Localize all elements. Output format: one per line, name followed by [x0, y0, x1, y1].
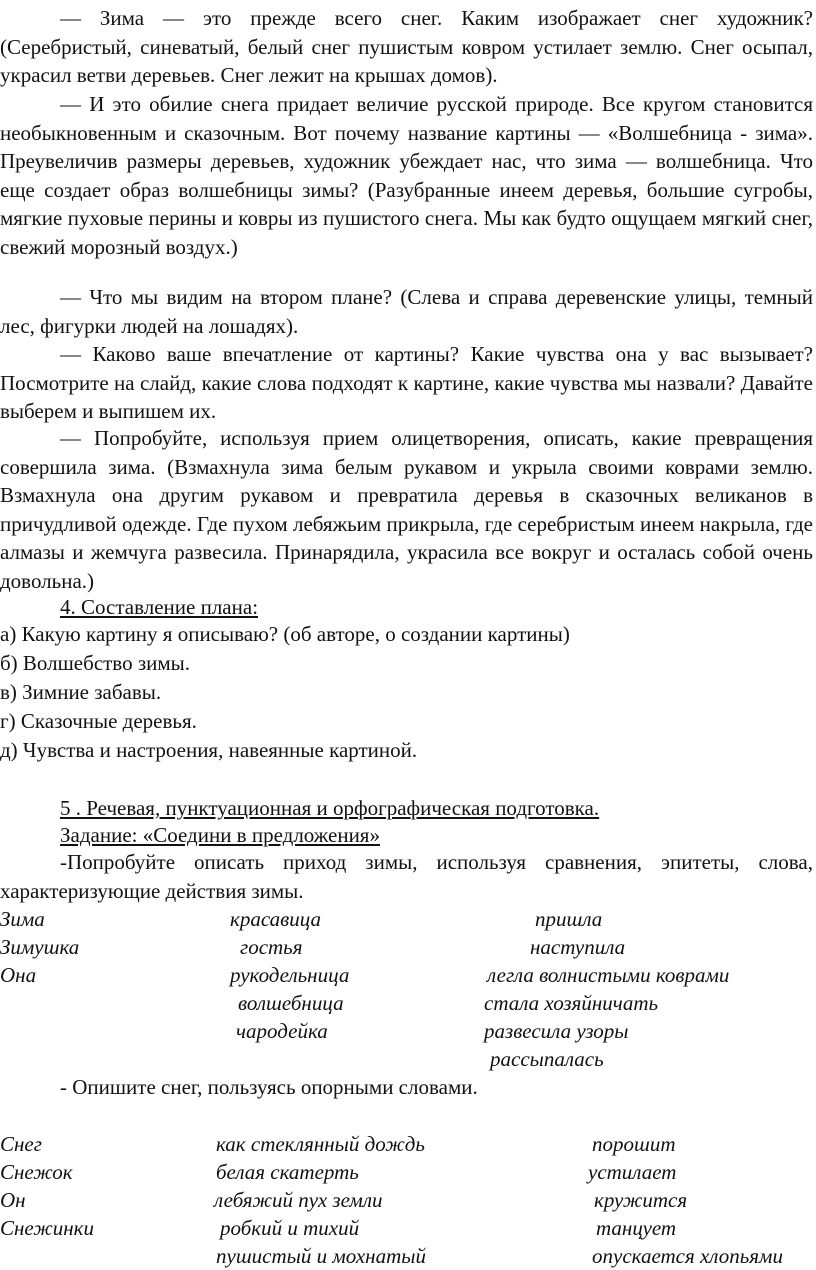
t2-phrase-5: пушистый и мохнатый [216, 1244, 426, 1268]
plan-heading: 4. Составление плана: [60, 595, 259, 619]
paragraph-5: — Попробуйте, используя прием олицетворения, описать, какие превращения совершила зима. (Взмахнула зима белым рукавом и укрыла своими коврами землю. Взмахнула она другим рукавом и превратила деревья в сказочных великанов в причудливой одежде. Где пухом лебяжьим прикрыла, где серебристым инеем накрыла, где алмазы и жемчуга развесила. Принарядила, украсила все вокруг и осталась собой очень довольна.) [0, 426, 813, 593]
t2-subject-4: Снежинки [0, 1216, 94, 1240]
paragraph-4: — Каково ваше впечатление от картины? Какие чувства она у вас вызывает? Посмотрите на слайд, какие слова подходят к картине, какие чувства мы назвали? Давайте выберем и выпишем их. [0, 342, 813, 424]
plan-item-e: д) Чувства и настроения, навеянные картиной. [0, 738, 418, 762]
plan-item-c: в) Зимние забавы. [0, 680, 162, 704]
plan-item-b: б) Волшебство зимы. [0, 651, 191, 675]
t2-subject-2: Снежок [0, 1160, 73, 1184]
section5-instruction: -Попробуйте описать приход зимы, используя сравнения, эпитеты, слова, характеризующие действия зимы. [0, 850, 813, 903]
paragraph-1: — Зима — это прежде всего снег. Каким изображает снег художник? (Серебристый, синеватый, белый снег пушистым ковром устилает землю. Снег осыпал, украсил ветви деревьев. Снег лежит на крышах домов). [0, 6, 813, 88]
t1-noun-3: рукодельница [230, 963, 350, 987]
t2-phrase-2: белая скатерть [216, 1160, 359, 1184]
plan-item-a: а) Какую картину я описываю? (об авторе, о создании картины) [0, 622, 570, 646]
t1-verb-6: рассыпалась [490, 1047, 604, 1071]
t2-verb-3: кружится [594, 1188, 688, 1212]
t1-subject-3: Она [0, 963, 37, 987]
t1-subject-1: Зима [0, 907, 45, 931]
t2-verb-4: танцует [596, 1216, 677, 1240]
t1-noun-1: красавица [230, 907, 321, 931]
t2-subject-1: Снег [0, 1132, 42, 1156]
t2-verb-5: опускается хлопьями [592, 1244, 783, 1268]
t2-verb-1: порошит [592, 1132, 676, 1156]
t1-verb-5: развесила узоры [484, 1019, 629, 1043]
plan-item-d: г) Сказочные деревья. [0, 709, 197, 733]
t1-verb-1: пришла [535, 907, 603, 931]
t2-phrase-3: лебяжий пух земли [214, 1188, 383, 1212]
paragraph-3: — Что мы видим на втором плане? (Слева и справа деревенские улицы, темный лес, фигурки людей на лошадях). [0, 285, 813, 338]
t2-subject-3: Он [0, 1188, 26, 1212]
t1-noun-5: чародейка [236, 1019, 328, 1043]
t1-noun-2: гостья [240, 935, 303, 959]
t2-phrase-1: как стеклянный дождь [216, 1132, 425, 1156]
t1-noun-4: волшебница [238, 991, 344, 1015]
t2-verb-2: устилает [588, 1160, 677, 1184]
section5-heading: 5 . Речевая, пунктуационная и орфографическая подготовка. [60, 796, 600, 820]
snow-instruction: - Опишите снег, пользуясь опорными словами. [60, 1075, 478, 1099]
t1-subject-2: Зимушка [0, 935, 80, 959]
paragraph-2: — И это обилие снега придает величие русской природе. Все кругом становится необыкновенным и сказочным. Вот почему название картины — «Волшебница - зима». Преувеличив размеры деревьев, художник убеждает нас, что зима — волшебница. Что еще создает образ волшебницы зимы? (Разубранные инеем деревья, большие сугробы, мягкие пуховые перины и ковры из пушистого снега. Мы как будто ощущаем мягкий снег, свежий морозный воздух.) [0, 92, 813, 259]
t1-verb-2: наступила [530, 935, 626, 959]
t1-verb-4: стала хозяйничать [484, 991, 659, 1015]
section5-task: Задание: «Соедини в предложения» [60, 823, 380, 847]
t1-verb-3: легла волнистыми коврами [487, 963, 730, 987]
t2-phrase-4: робкий и тихий [220, 1216, 360, 1240]
